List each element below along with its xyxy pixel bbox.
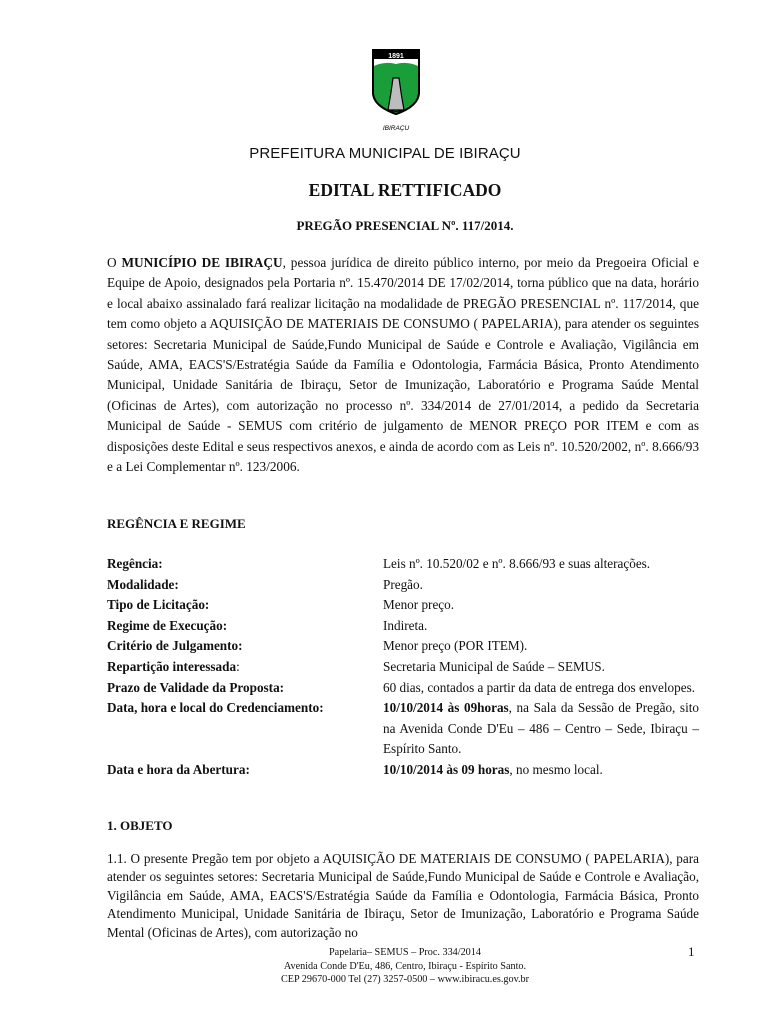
logo-year: 1891 — [388, 53, 404, 60]
credenciamento-label: Data, hora e local do Credenciamento: — [107, 700, 324, 716]
intro-paragraph — [107, 253, 699, 477]
regime-list — [107, 554, 699, 781]
abertura-date: 10/10/2014 às 09 horas — [383, 761, 510, 777]
municipio-name: MUNICÍPIO DE IBIRAÇU — [121, 255, 283, 270]
footer-contact-line: CEP 29670-000 Tel (27) 3257-0500 – www.ibiracu.es.gov.br — [280, 974, 530, 985]
credenciamento-value — [383, 698, 699, 760]
regime-execucao-value: Indireta. — [383, 617, 428, 633]
regencia-value: Leis nº. 10.520/02 e nº. 8.666/93 e suas alterações. — [383, 556, 651, 571]
ibiracu-coat-of-arms-logo — [365, 44, 427, 136]
document-title: EDITAL RETTIFICADO — [308, 180, 502, 200]
document-subtitle: PREGÃO PRESENCIAL Nº. 117/2014. — [296, 218, 514, 233]
regencia-label: Regência: — [107, 556, 163, 571]
regime-row-regencia — [107, 554, 699, 575]
prazo-validade-value: 60 dias, contados a partir da data de entrega dos envelopes. — [383, 679, 695, 695]
credenciamento-location: , na Sala da Sessão de Pregão, sito na Avenida Conde D'Eu – 486 – Centro – Sede, Ibiraçu – Espírito Santo. — [383, 700, 699, 757]
intro-text: , pessoa jurídica de direito público interno, por meio da Pregoeira Oficial e Equipe de Apoio, designados pela Portaria nº. 15.470/2014 DE 17/02/2014, torna público que na data, horário e local abaixo assinalado fará realizar licitação na modalidade de PREGÃO PRESENCIAL nº. 117/2014, que tem como objeto a AQUISIÇÃO DE MATERIAIS DE CONSUMO ( PAPELARIA), para atender os seguintes setores: Secretaria Municipal de Saúde,Fundo Municipal de Saúde e Controle e Avaliação, Vigilância em Saúde, AMA, EACS'S/Estratégia Saúde da Família e Odontologia, Farmácia Básica, Pronto Atendimento Municipal, Unidade Sanitária de Ibiraçu, Setor de Imunização, Laboratório e Programa Saúde Mental (Oficinas de Artes), com autorização no processo nº. 334/2014 de 27/01/2014, a pedido da Secretaria Municipal de Saúde - SEMUS com critério de julgamento de MENOR PREÇO POR ITEM e com as disposições deste Edital e seus respectivos anexos, e ainda de acordo com as Leis nº. 10.520/2002, nº. 8.666/93 e a Lei Complementar nº. 123/2006. — [107, 255, 699, 475]
page-number: 1 — [688, 944, 695, 959]
regime-execucao-label: Regime de Execução: — [107, 617, 228, 633]
regime-row-criterio — [107, 636, 699, 657]
modalidade-value: Pregão. — [383, 576, 423, 592]
abertura-location: , no mesmo local. — [509, 761, 603, 777]
objeto-paragraph: 1.1. O presente Pregão tem por objeto a AQUISIÇÃO DE MATERIAIS DE CONSUMO ( PAPELARIA), para atender os seguintes setores: Secretaria Municipal de Saúde,Fundo Municipal de Saúde e Controle e Avaliação, Vigilância em Saúde, AMA, EACS'S/Estratégia Saúde da Família e Odontologia, Farmácia Básica, Pronto Atendimento Municipal, Unidade Sanitária de Ibiraçu, Setor de Imunização, Laboratório e Programa Saúde Mental (Oficinas de Artes), com autorização no — [107, 851, 699, 940]
footer-process-line: Papelaria– SEMUS – Proc. 334/2014 — [329, 947, 481, 958]
page-footer — [0, 946, 770, 987]
regime-heading: REGÊNCIA E REGIME — [107, 516, 246, 531]
regime-row-execucao — [107, 616, 699, 637]
footer-address-line: Avenida Conde D'Eu, 486, Centro, Ibiraçu - Espírito Santo. — [283, 960, 527, 972]
prazo-validade-label: Prazo de Validade da Proposta: — [107, 679, 285, 695]
regime-row-tipo — [107, 595, 699, 616]
regime-row-reparticao — [107, 657, 699, 678]
reparticao-label-text: Repartição interessada — [107, 658, 237, 674]
reparticao-label-colon: : — [236, 658, 240, 674]
criterio-julgamento-value: Menor preço (POR ITEM). — [383, 638, 528, 654]
regime-row-prazo — [107, 678, 699, 699]
tipo-licitacao-value: Menor preço. — [383, 597, 455, 613]
tipo-licitacao-label: Tipo de Licitação: — [107, 597, 210, 613]
intro-o: O — [107, 255, 122, 270]
credenciamento-date: 10/10/2014 às 09horas — [383, 700, 509, 716]
abertura-label: Data e hora da Abertura: — [107, 761, 250, 777]
abertura-value — [383, 760, 699, 781]
criterio-julgamento-label: Critério de Julgamento: — [107, 638, 243, 654]
org-name: PREFEITURA MUNICIPAL DE IBIRAÇU — [249, 145, 521, 162]
reparticao-label — [107, 657, 383, 678]
modalidade-label: Modalidade: — [107, 576, 179, 592]
regime-row-credenciamento — [107, 698, 699, 760]
regime-row-abertura — [107, 760, 699, 781]
objeto-heading: 1. OBJETO — [107, 818, 173, 833]
regime-row-modalidade — [107, 575, 699, 596]
reparticao-value: Secretaria Municipal de Saúde – SEMUS. — [383, 658, 605, 674]
logo-city: IBIRAÇU — [382, 125, 410, 132]
